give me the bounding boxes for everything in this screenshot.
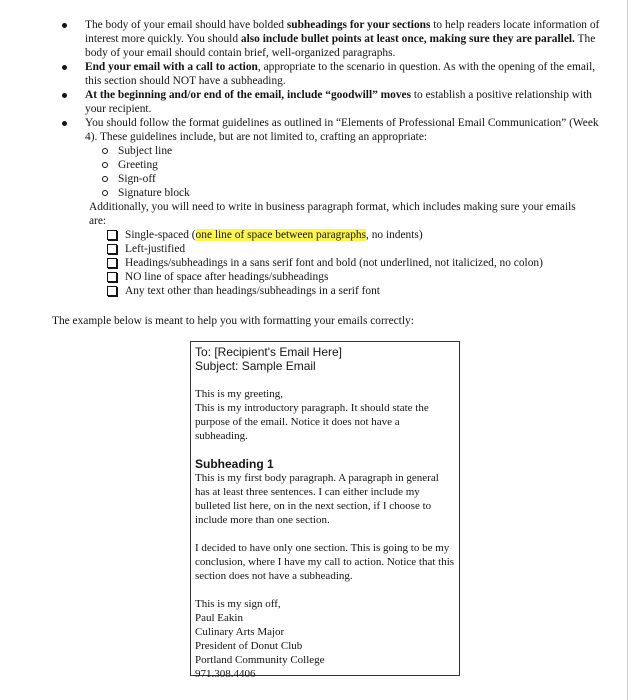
text-run: to establish a positive relationship with your recipient. (85, 89, 592, 115)
sub-list-item: Signature block (100, 186, 604, 200)
text-run: The body of your email should have bolded (85, 19, 287, 31)
spacer (195, 527, 455, 541)
requirements-list (56, 18, 604, 298)
email-signature-line: This is my sign off, (195, 598, 281, 610)
email-body-paragraph: This is my first body paragraph. A paragraph in general has at least three sentences. I can either include my bulleted list here, on in the next section, if I choose to include more than one section. (195, 472, 439, 526)
sample-email-box (190, 341, 460, 680)
text-run: , appropriate to the scenario in question. As with the opening of the email, this section should NOT have a subheading. (85, 61, 596, 87)
list-item (56, 88, 604, 116)
email-greeting: This is my greeting, (195, 388, 283, 400)
text-run: The body of your email should contain brief, well-organized paragraphs. (85, 33, 596, 59)
checklist-item: Headings/subheadings in a sans serif font and bold (not underlined, not italicized, no colon) (107, 256, 604, 270)
text-run: Single-spaced ( (125, 229, 196, 241)
page-edge (627, 0, 628, 700)
sub-list-item: Greeting (100, 158, 604, 172)
paragraph-format-checklist (85, 228, 604, 298)
email-to-line: To: [Recipient's Email Here] (195, 345, 343, 359)
bold-text: At the beginning and/or end of the email, include “goodwill” moves (85, 89, 412, 101)
checklist-item: Left-justified (107, 242, 604, 256)
example-intro: The example below is meant to help you with formatting your emails correctly: (52, 315, 414, 327)
bold-text: subheadings for your sections (286, 19, 431, 31)
email-subheading: Subheading 1 (195, 457, 274, 471)
email-subject-line: Subject: Sample Email (195, 359, 316, 373)
sub-list-item: Subject line (100, 144, 604, 158)
spacer (195, 443, 455, 457)
checklist-item (107, 228, 604, 242)
spacer (195, 583, 455, 597)
additional-text: Additionally, you will need to write in business paragraph format, which includes making sure your emails are: (89, 201, 576, 227)
format-guidelines-text: You should follow the format guidelines as outlined in “Elements of Professional Email Communication” (Week 4). These guidelines include, but are not limited to, crafting an appropriate: (85, 117, 599, 143)
spacer (195, 373, 455, 387)
bold-text: also include bullet points at least once, making sure they are parallel. (240, 33, 575, 45)
list-item (56, 116, 604, 298)
email-signature-line: 971.308.4406 (195, 668, 256, 680)
email-signature-line: President of Donut Club (195, 640, 303, 652)
list-item (56, 18, 604, 60)
format-elements-list (85, 144, 604, 200)
email-signature-line: Paul Eakin (195, 612, 243, 624)
list-item (56, 60, 604, 88)
text-run: to help readers locate information of interest more quickly. You should (85, 19, 600, 45)
highlighted-text: one line of space between paragraphs (195, 229, 367, 241)
text-run: , no indents) (366, 229, 423, 241)
email-intro-paragraph: This is my introductory paragraph. It should state the purpose of the email. Notice it does not have a subheading. (195, 402, 429, 442)
email-signature-line: Portland Community College (195, 654, 325, 666)
checklist-item: Any text other than headings/subheadings in a serif font (107, 284, 604, 298)
checklist-item: NO line of space after headings/subheadings (107, 270, 604, 284)
bold-text: End your email with a call to action (85, 61, 258, 73)
sub-list-item: Sign-off (100, 172, 604, 186)
email-conclusion-paragraph: I decided to have only one section. This is going to be my conclusion, where I have my call to action. Notice that this section does not have a subheading. (195, 542, 455, 582)
email-signature-line: Culinary Arts Major (195, 626, 285, 638)
